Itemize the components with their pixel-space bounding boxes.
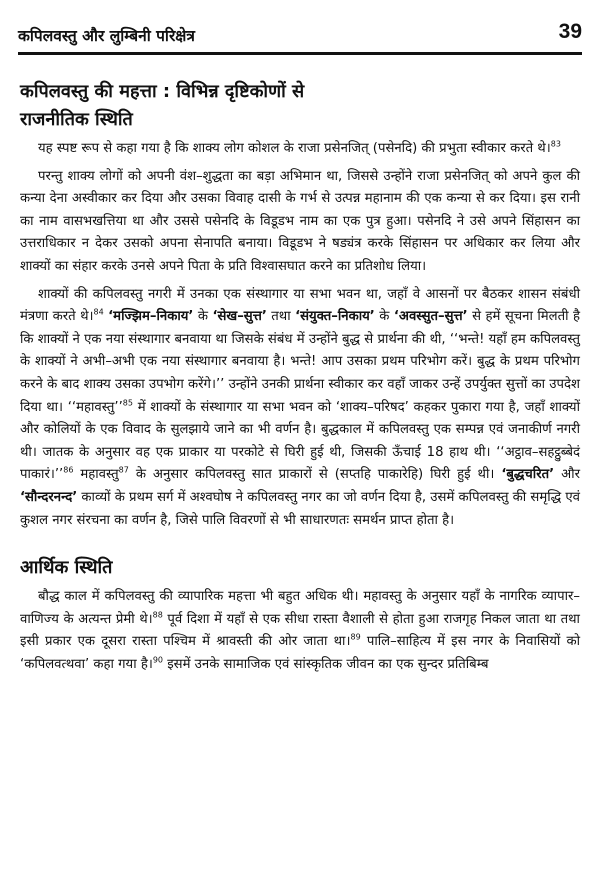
text-title-bold: ‘मज्झिम–निकाय’ — [108, 309, 194, 325]
paragraph-2 — [20, 166, 580, 279]
paragraph-text: बौद्ध काल में कपिलवस्तु की व्यापारिक महत्ता भी बहुत अधिक थी। महावस्तु के अनुसार यहाँ के नागरिक व्यापार–वाणिज्य के अत्यन्त प्रेमी थे। — [20, 589, 580, 627]
paragraph-text: से हमें सूचना मिलती है कि शाक्यों ने एक नया संस्थागार बनवाया था जिसके संबंध में उन्होंने बुद्ध से प्रार्थना की थी, ‘‘भन्ते! यहाँ हम कपिलवस्तु के शाक्यों ने अभी–अभी एक नया संस्थागार बनवाया है। भन्ते! आप उसका प्रथम परिभोग करें। बुद्ध के प्रथम परिभोग करने के बाद शाक्य उसका उपभोग करेंगे।’’ उन्होंने उनकी प्रार्थना स्वीकार कर वहाँ जाकर उन्हें उपर्युक्त सुत्तों का उपदेश दिया था। ‘‘महावस्तु’’ — [20, 309, 580, 415]
footnote-ref: 85 — [122, 398, 133, 408]
text-title-bold: ‘संयुक्त–निकाय’ — [295, 309, 375, 325]
paragraph-text: परन्तु शाक्य लोगों को अपनी वंश–शुद्धता का बड़ा अभिमान था, जिससे उन्होंने राजा प्रसेनजित् को अपने कुल की कन्या देना अस्वीकार कर दिया और उसका विवाह दासी के गर्भ से उत्पन्न महानाम की एक कन्या से कर दिया। इस रानी का नाम वासभखत्तिया था और उससे पसेनदि के विडूडभ नाम का एक पुत्र हुआ। पसेनदि ने उसे अपने सिंहासन का उत्तराधिकार न देकर उसको अपना सेनापति बनाया। विडूडभ ने षड्यंत्र करके सिंहासन पर अधिकार कर लिया और शाक्यों का संहार करके उनसे अपने पिता के प्रति विश्वासघात करने का प्रतिशोध लिया। — [20, 168, 580, 274]
section-heading-line2: राजनीतिक स्थिति — [20, 109, 133, 130]
paragraph-text: यह स्पष्ट रूप से कहा गया है कि शाक्य लोग कोशल के राजा प्रसेनजित् (पसेनदि) की प्रभुता स्वीकार करते थे। — [38, 141, 551, 156]
paragraph-text: के — [374, 309, 394, 325]
section-heading-importance — [20, 78, 580, 134]
running-title: कपिलवस्तु और लुम्बिनी परिक्षेत्र — [18, 27, 195, 45]
paragraph-1 — [20, 138, 580, 161]
paragraph-text: काव्यों के प्रथम सर्ग में अश्वघोष ने कपिलवस्तु नगर का जो वर्णन दिया है, उसमें कपिलवस्तु की समृद्धि एवं कुशल नगर संरचना का वर्णन है, जिसे पालि विवरणों से भी साधारणतः समर्थन प्राप्त होता है। — [20, 489, 580, 528]
page-header — [18, 10, 582, 50]
text-title-bold: ‘सौन्दरनन्द’ — [20, 489, 78, 505]
paragraph-4 — [20, 586, 580, 676]
paragraph-3 — [20, 284, 580, 533]
page-number: 39 — [558, 20, 582, 43]
paragraph-text: के — [193, 309, 213, 325]
footnote-ref: 86 — [63, 465, 74, 475]
paragraph-text: पालि–साहित्य में इस नगर के निवासियों को ‘कपिलवत्थवा’ कहा गया है। — [20, 634, 580, 672]
footnote-ref: 89 — [350, 632, 361, 642]
section-heading-economic: आर्थिक स्थिति — [20, 557, 113, 579]
text-title-bold: ‘बुद्धचरित’ — [501, 467, 555, 483]
paragraph-text: तथा — [266, 309, 296, 325]
footnote-ref: 90 — [152, 655, 164, 665]
text-title-bold: ‘अवस्सुत–सुत्त’ — [393, 309, 468, 325]
paragraph-text: इसमें उनके सामाजिक एवं सांस्कृतिक जीवन का एक सुन्दर प्रतिबिम्ब — [163, 656, 489, 672]
footnote-ref: 88 — [152, 610, 163, 620]
footnote-ref: 83 — [550, 139, 561, 149]
paragraph-text: महावस्तु — [73, 467, 119, 483]
paragraph-text: शाक्यों की कपिलवस्तु नगरी में उनका एक संस्थागार या सभा भवन था, जहाँ वे आसनों पर बैठकर शासन संबंधी मंत्रणा करते थे। — [20, 286, 580, 325]
paragraph-text: और — [554, 467, 580, 483]
footnote-ref: 87 — [118, 465, 129, 475]
paragraph-text: के अनुसार कपिलवस्तु सात प्राकारों से (सप्तहि पाकारेहि) घिरी हुई थी। — [128, 467, 502, 483]
page-body — [20, 60, 580, 681]
paragraph-text: में शाक्यों के संस्थागार या सभा भवन को ‘शाक्य–परिषद’ कहकर पुकारा गया है, जहाँ शाक्यों और कोलियों के एक विवाद के सुलझाये जाने का भी वर्णन है। बुद्धकाल में कपिलवस्तु एक सम्पन्न एवं जनाकीर्ण नगरी थी। जातक के अनुसार वह एक प्राकार या परकोटे से घिरी हुई थी, जिसकी ऊँचाई 18 हाथ थी। ‘‘अट्ठाव–सहट्ठुब्बेदं पाकारं।’’ — [20, 399, 580, 483]
header-rule — [18, 52, 582, 55]
section-heading-line1: कपिलवस्तु की महत्ता : विभिन्न दृष्टिकोणों से — [20, 81, 305, 102]
text-title-bold: ‘सेख–सुत्त’ — [212, 309, 267, 325]
paragraph-text: पूर्व दिशा में यहाँ से एक सीधा रास्ता वैशाली से होता हुआ राजगृह निकल जाता था तथा इसी प्रकार एक दूसरा रास्ता पश्चिम में श्रावस्ती की ओर जाता था। — [20, 611, 580, 650]
footnote-ref: 84 — [93, 307, 104, 317]
